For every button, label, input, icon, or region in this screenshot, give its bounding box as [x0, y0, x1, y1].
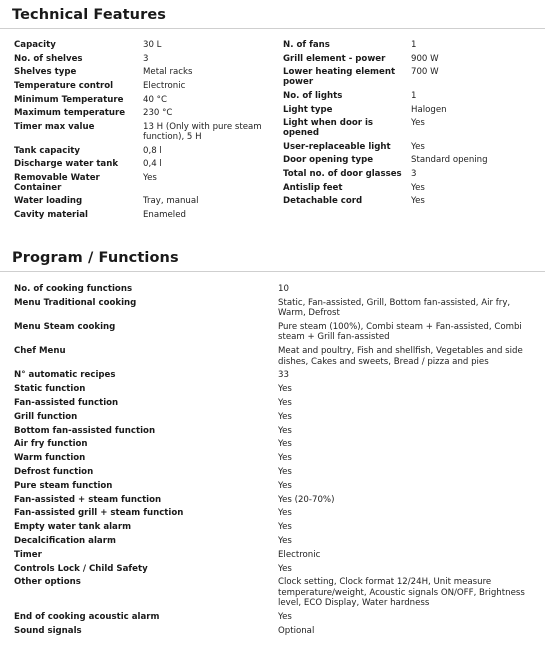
- spec-value: 1: [411, 90, 417, 101]
- spec-row: [283, 197, 541, 207]
- function-value: Yes (20-70%): [278, 494, 335, 505]
- spec-value: Yes: [411, 182, 425, 193]
- function-label: Static function: [14, 384, 86, 395]
- spec-row: [14, 82, 274, 92]
- spec-value: 13 H (Only with pure steam function), 5 H: [143, 122, 262, 142]
- function-label: N° automatic recipes: [14, 370, 116, 381]
- function-label: Pure steam function: [14, 480, 113, 491]
- function-value: Yes: [278, 535, 292, 546]
- spec-value: 3: [143, 53, 149, 64]
- function-label: Timer: [14, 549, 42, 560]
- function-label: Defrost function: [14, 466, 94, 477]
- function-label: Sound signals: [14, 625, 82, 636]
- spec-label: No. of shelves: [14, 53, 83, 64]
- function-row: [14, 398, 539, 408]
- spec-row: [14, 109, 274, 119]
- function-value: Yes: [278, 563, 292, 574]
- spec-value: 3: [411, 169, 417, 180]
- function-row: [14, 577, 539, 608]
- spec-label: Shelves type: [14, 67, 77, 78]
- function-label: Other options: [14, 577, 81, 588]
- function-row: [14, 522, 539, 532]
- function-label: Fan-assisted grill + steam function: [14, 508, 184, 519]
- program-functions-title: Program / Functions: [12, 250, 179, 266]
- spec-row: [283, 170, 541, 180]
- function-label: Empty water tank alarm: [14, 522, 132, 533]
- function-label: Air fry function: [14, 439, 88, 450]
- spec-value: 1: [411, 40, 417, 50]
- function-value: Yes: [278, 508, 292, 519]
- section-divider: [0, 28, 545, 29]
- spec-row: [14, 41, 274, 51]
- spec-label: Cavity material: [14, 210, 88, 221]
- spec-value: 40 °C: [143, 94, 167, 105]
- spec-row: [283, 55, 541, 65]
- function-value: Yes: [278, 611, 292, 622]
- spec-value: 230 °C: [143, 108, 173, 119]
- spec-row: [14, 96, 274, 106]
- function-label: Controls Lock / Child Safety: [14, 563, 148, 574]
- function-label: Menu Traditional cooking: [14, 297, 137, 308]
- spec-row: [283, 156, 541, 166]
- function-value: Clock setting, Clock format 12/24H, Unit measure temperature/weight, Acoustic signals ON/OFF, Brightness level, ECO Display, Water hardness: [278, 577, 525, 609]
- spec-row: [283, 106, 541, 116]
- function-value: Yes: [278, 384, 292, 395]
- spec-value: Yes: [411, 118, 425, 129]
- function-row: [14, 508, 539, 518]
- function-label: Warm function: [14, 453, 86, 464]
- program-functions-table: [14, 284, 539, 640]
- function-row: [14, 467, 539, 477]
- spec-label: Tank capacity: [14, 145, 80, 156]
- function-value: Yes: [278, 425, 292, 436]
- function-value: Yes: [278, 522, 292, 533]
- spec-label: Door opening type: [283, 155, 374, 166]
- function-row: [14, 426, 539, 436]
- spec-label: Antislip feet: [283, 182, 343, 193]
- spec-row: [14, 147, 274, 157]
- function-value: Optional: [278, 625, 315, 636]
- function-row: [14, 481, 539, 491]
- function-row: [14, 564, 539, 574]
- spec-value: 0,8 l: [143, 145, 162, 156]
- function-value: Yes: [278, 439, 292, 450]
- function-value: Electronic: [278, 549, 321, 560]
- technical-features-left-column: [14, 41, 274, 225]
- function-row: [14, 439, 539, 449]
- spec-label: Capacity: [14, 40, 56, 50]
- spec-value: Halogen: [411, 104, 447, 115]
- function-row: [14, 322, 539, 343]
- technical-features-title: Technical Features: [12, 7, 167, 23]
- spec-label: Maximum temperature: [14, 108, 126, 119]
- function-row: [14, 495, 539, 505]
- spec-label: Discharge water tank: [14, 159, 119, 170]
- function-value: Pure steam (100%), Combi steam + Fan-assisted, Combi steam + Grill fan-assisted: [278, 322, 522, 343]
- spec-value: Yes: [411, 141, 425, 152]
- function-label: Decalcification alarm: [14, 535, 116, 546]
- function-label: Menu Steam cooking: [14, 322, 116, 332]
- function-row: [14, 298, 539, 319]
- spec-value: 30 L: [143, 40, 162, 50]
- spec-label: Timer max value: [14, 122, 95, 133]
- function-value: Yes: [278, 411, 292, 422]
- function-label: Grill function: [14, 411, 78, 422]
- section-divider: [0, 271, 545, 272]
- spec-label: Light type: [283, 104, 333, 115]
- spec-value: Metal racks: [143, 67, 193, 78]
- function-label: Fan-assisted + steam function: [14, 494, 162, 505]
- spec-label: Detachable cord: [283, 196, 363, 207]
- spec-row: [14, 211, 274, 221]
- spec-label: Minimum Temperature: [14, 94, 124, 105]
- function-label: Bottom fan-assisted function: [14, 425, 156, 436]
- spec-label: Total no. of door glasses: [283, 169, 402, 180]
- function-row: [14, 412, 539, 422]
- spec-row: [14, 123, 274, 143]
- spec-row: [283, 119, 541, 139]
- spec-value: Standard opening: [411, 155, 488, 166]
- function-label: End of cooking acoustic alarm: [14, 611, 160, 622]
- spec-value: Yes: [411, 196, 425, 207]
- spec-value: 0,4 l: [143, 159, 162, 170]
- spec-row: [283, 143, 541, 153]
- spec-row: [283, 41, 541, 51]
- spec-label: Lower heating element power: [283, 67, 396, 88]
- spec-row: [14, 55, 274, 65]
- function-label: Fan-assisted function: [14, 398, 119, 408]
- spec-row: [283, 68, 541, 88]
- function-value: 10: [278, 284, 289, 294]
- function-value: Yes: [278, 466, 292, 477]
- function-row: [14, 284, 539, 294]
- spec-value: 900 W: [411, 53, 439, 64]
- spec-value: Electronic: [143, 81, 186, 92]
- function-value: Yes: [278, 480, 292, 491]
- function-row: [14, 384, 539, 394]
- function-value: Meat and poultry, Fish and shellfish, Vegetables and side dishes, Cakes and sweets, Bread / pizza and pies: [278, 346, 523, 367]
- function-value: Yes: [278, 453, 292, 464]
- function-row: [14, 453, 539, 463]
- function-row: [14, 370, 539, 380]
- function-row: [14, 626, 539, 636]
- function-value: Yes: [278, 398, 292, 408]
- spec-row: [14, 160, 274, 170]
- function-label: No. of cooking functions: [14, 284, 133, 294]
- spec-label: User-replaceable light: [283, 141, 391, 152]
- spec-label: Water loading: [14, 196, 83, 207]
- spec-label: Removable Water Container: [14, 172, 100, 193]
- spec-label: Temperature control: [14, 81, 114, 92]
- function-row: [14, 536, 539, 546]
- spec-label: Grill element - power: [283, 53, 386, 64]
- spec-row: [283, 184, 541, 194]
- function-row: [14, 612, 539, 622]
- spec-row: [14, 174, 274, 194]
- function-row: [14, 346, 539, 367]
- function-value: Static, Fan-assisted, Grill, Bottom fan-assisted, Air fry, Warm, Defrost: [278, 297, 511, 319]
- function-value: 33: [278, 370, 289, 381]
- spec-label: Light when door is opened: [283, 118, 374, 139]
- spec-label: N. of fans: [283, 40, 330, 50]
- function-row: [14, 550, 539, 560]
- spec-row: [14, 68, 274, 78]
- spec-value: 700 W: [411, 67, 439, 78]
- function-label: Chef Menu: [14, 346, 66, 357]
- technical-features-right-column: [283, 41, 541, 211]
- spec-label: No. of lights: [283, 90, 343, 101]
- spec-row: [14, 197, 274, 207]
- spec-value: Tray, manual: [143, 196, 199, 207]
- spec-row: [283, 92, 541, 102]
- spec-value: Enameled: [143, 210, 186, 221]
- spec-value: Yes: [143, 172, 157, 183]
